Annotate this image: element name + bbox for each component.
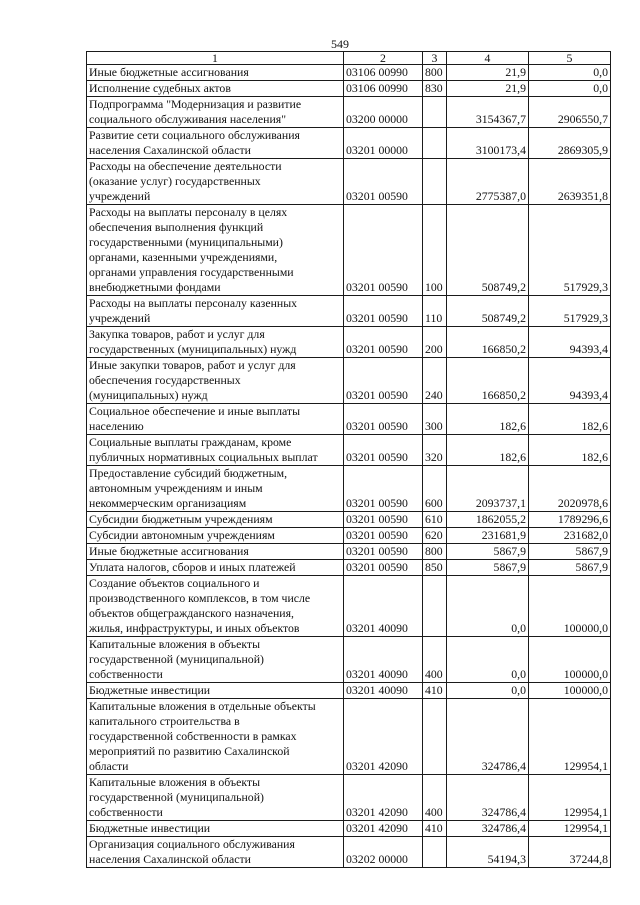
row-expense-type: 110 [423,296,447,327]
row-expense-type: 300 [423,404,447,435]
row-code: 03201 00590 [344,404,423,435]
table-row [87,81,611,97]
row-code: 03201 00590 [344,435,423,466]
row-amount-year2: 129954,1 [529,821,611,837]
row-code: 03201 40090 [344,576,423,637]
row-code: 03201 00590 [344,512,423,528]
row-amount-year1: 182,6 [447,435,529,466]
row-amount-year1: 2775387,0 [447,159,529,205]
row-name: Расходы на выплаты персоналу в целях обеспечения выполнения функций государственными (муниципальными) органами, казенными учреждениями, органами управления государственными внебюджетными фондами [87,205,344,296]
row-code: 03201 00590 [344,560,423,576]
row-amount-year1: 0,0 [447,683,529,699]
header-col-3: 3 [423,52,447,65]
table-row [87,560,611,576]
row-amount-year1: 324786,4 [447,699,529,775]
row-name: Закупка товаров, работ и услуг для государственных (муниципальных) нужд [87,327,344,358]
header-col-1: 1 [87,52,344,65]
table-row [87,327,611,358]
row-amount-year1: 1862055,2 [447,512,529,528]
row-expense-type: 850 [423,560,447,576]
row-amount-year2: 1789296,6 [529,512,611,528]
row-code: 03201 00590 [344,296,423,327]
row-amount-year2: 0,0 [529,65,611,81]
row-name: Капитальные вложения в объекты государственной (муниципальной) собственности [87,637,344,683]
header-col-2: 2 [344,52,423,65]
table-row [87,128,611,159]
row-amount-year2: 517929,3 [529,205,611,296]
row-name: Подпрограмма "Модернизация и развитие социального обслуживания населения" [87,97,344,128]
row-amount-year2: 2906550,7 [529,97,611,128]
row-amount-year2: 5867,9 [529,544,611,560]
row-code: 03201 42090 [344,821,423,837]
row-expense-type: 100 [423,205,447,296]
row-code: 03201 42090 [344,699,423,775]
row-name: Иные бюджетные ассигнования [87,65,344,81]
row-name: Развитие сети социального обслуживания населения Сахалинской области [87,128,344,159]
row-code: 03201 00000 [344,128,423,159]
row-name: Бюджетные инвестиции [87,683,344,699]
table-row [87,159,611,205]
budget-table [86,51,611,868]
row-amount-year1: 5867,9 [447,544,529,560]
row-amount-year2: 100000,0 [529,576,611,637]
row-expense-type: 320 [423,435,447,466]
row-expense-type: 610 [423,512,447,528]
row-amount-year2: 100000,0 [529,683,611,699]
table-row [87,699,611,775]
row-code: 03201 00590 [344,327,423,358]
row-code: 03201 42090 [344,775,423,821]
row-code: 03201 00590 [344,528,423,544]
row-amount-year1: 182,6 [447,404,529,435]
table-row [87,837,611,868]
table-row [87,775,611,821]
row-name: Организация социального обслуживания населения Сахалинской области [87,837,344,868]
table-row [87,97,611,128]
row-name: Капитальные вложения в объекты государственной (муниципальной) собственности [87,775,344,821]
table-row [87,637,611,683]
table-row [87,296,611,327]
row-expense-type: 400 [423,637,447,683]
table-row [87,65,611,81]
row-amount-year1: 54194,3 [447,837,529,868]
row-code: 03200 00000 [344,97,423,128]
table-row [87,528,611,544]
row-amount-year2: 129954,1 [529,775,611,821]
row-name: Бюджетные инвестиции [87,821,344,837]
table-row [87,512,611,528]
row-expense-type [423,128,447,159]
row-amount-year1: 21,9 [447,81,529,97]
row-code: 03201 00590 [344,544,423,560]
row-expense-type: 830 [423,81,447,97]
row-amount-year1: 21,9 [447,65,529,81]
row-amount-year2: 94393,4 [529,327,611,358]
row-expense-type [423,576,447,637]
row-name: Расходы на обеспечение деятельности (оказание услуг) государственных учреждений [87,159,344,205]
row-amount-year2: 517929,3 [529,296,611,327]
row-amount-year2: 94393,4 [529,358,611,404]
row-amount-year1: 508749,2 [447,296,529,327]
row-amount-year1: 166850,2 [447,327,529,358]
table-row [87,544,611,560]
table-row [87,404,611,435]
row-code: 03201 40090 [344,637,423,683]
row-code: 03201 00590 [344,205,423,296]
row-expense-type: 800 [423,65,447,81]
row-expense-type [423,97,447,128]
row-name: Расходы на выплаты персоналу казенных учреждений [87,296,344,327]
row-code: 03201 00590 [344,159,423,205]
row-name: Субсидии бюджетным учреждениям [87,512,344,528]
row-amount-year2: 5867,9 [529,560,611,576]
row-amount-year2: 182,6 [529,404,611,435]
row-amount-year1: 231681,9 [447,528,529,544]
row-code: 03201 00590 [344,466,423,512]
table-row [87,466,611,512]
table-row [87,435,611,466]
row-amount-year2: 2639351,8 [529,159,611,205]
row-expense-type: 800 [423,544,447,560]
row-expense-type: 410 [423,821,447,837]
row-name: Социальное обеспечение и иные выплаты населению [87,404,344,435]
row-amount-year2: 231682,0 [529,528,611,544]
row-name: Исполнение судебных актов [87,81,344,97]
row-amount-year1: 324786,4 [447,775,529,821]
table-row [87,358,611,404]
table-header-row [87,52,611,65]
row-expense-type: 620 [423,528,447,544]
row-code: 03201 40090 [344,683,423,699]
table-row [87,683,611,699]
row-amount-year1: 5867,9 [447,560,529,576]
row-amount-year1: 508749,2 [447,205,529,296]
row-amount-year1: 324786,4 [447,821,529,837]
row-amount-year1: 3154367,7 [447,97,529,128]
row-amount-year1: 3100173,4 [447,128,529,159]
row-amount-year1: 0,0 [447,637,529,683]
row-code: 03106 00990 [344,65,423,81]
row-name: Социальные выплаты гражданам, кроме публичных нормативных социальных выплат [87,435,344,466]
row-code: 03201 00590 [344,358,423,404]
row-name: Капитальные вложения в отдельные объекты капитального строительства в государственной собственности в рамках мероприятий по развитию Сахалинской области [87,699,344,775]
row-code: 03106 00990 [344,81,423,97]
row-expense-type: 410 [423,683,447,699]
row-expense-type [423,837,447,868]
row-expense-type: 600 [423,466,447,512]
header-col-5: 5 [529,52,611,65]
row-amount-year1: 166850,2 [447,358,529,404]
row-expense-type: 400 [423,775,447,821]
row-expense-type: 200 [423,327,447,358]
row-name: Создание объектов социального и производственного комплексов, в том числе объектов общегражданского назначения, жилья, инфраструктуры, и иных объектов [87,576,344,637]
row-amount-year2: 182,6 [529,435,611,466]
row-name: Предоставление субсидий бюджетным, автономным учреждениям и иным некоммерческим организациям [87,466,344,512]
row-code: 03202 00000 [344,837,423,868]
table-row [87,821,611,837]
row-amount-year2: 2020978,6 [529,466,611,512]
row-amount-year1: 2093737,1 [447,466,529,512]
row-amount-year1: 0,0 [447,576,529,637]
row-name: Уплата налогов, сборов и иных платежей [87,560,344,576]
table-row [87,205,611,296]
row-expense-type [423,699,447,775]
row-expense-type: 240 [423,358,447,404]
row-amount-year2: 0,0 [529,81,611,97]
row-amount-year2: 37244,8 [529,837,611,868]
row-expense-type [423,159,447,205]
row-name: Субсидии автономным учреждениям [87,528,344,544]
row-amount-year2: 100000,0 [529,637,611,683]
header-col-4: 4 [447,52,529,65]
row-amount-year2: 2869305,9 [529,128,611,159]
row-name: Иные бюджетные ассигнования [87,544,344,560]
row-name: Иные закупки товаров, работ и услуг для обеспечения государственных (муниципальных) нужд [87,358,344,404]
page-number: 549 [331,37,349,51]
row-amount-year2: 129954,1 [529,699,611,775]
table-row [87,576,611,637]
